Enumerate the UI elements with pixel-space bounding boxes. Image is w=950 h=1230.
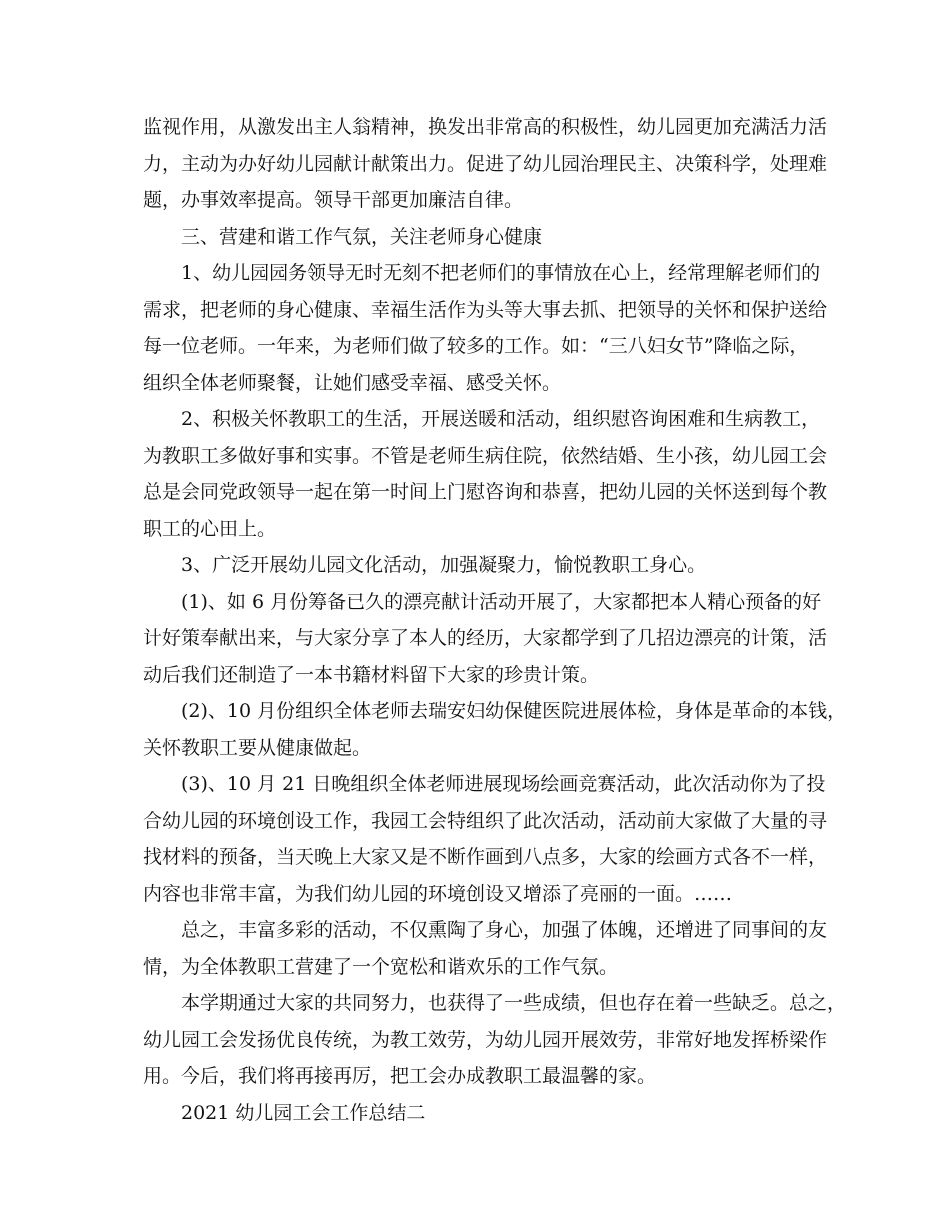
paragraph [143,912,828,985]
paragraph [143,985,847,1095]
text-line: 为教职工多做好事和实事。不管是老师生病住院，依然结婚、生小孩，幼儿园工会 [143,444,828,467]
paragraph [143,766,828,912]
paragraph [143,109,828,219]
paragraph [143,584,828,694]
text-line: 关怀教职工要从健康做起。 [143,736,372,759]
text-line: 动后我们还制造了一本书籍材料留下大家的珍贵计策。 [143,663,600,686]
paragraph [143,255,828,401]
text-line: 2、积极关怀教职工的生活，开展送暖和活动，组织慰咨询困难和生病教工， [181,408,821,430]
text-line: 三、营建和谐工作气氛，关注老师身心健康 [181,225,543,248]
text-line: 内容也非常丰富，为我们幼儿园的环境创设又增添了亮丽的一面。…… [143,882,733,905]
text-line: (3)、10 月 21 日晚组织全体老师进展现场绘画竞赛活动，此次活动你为了投 [181,773,826,795]
text-line: 题，办事效率提高。领导干部更加廉洁自律。 [143,189,524,211]
paragraph [143,401,828,547]
text-line: 3、广泛开展幼儿园文化活动，加强凝聚力，愉悦教职工身心。 [181,554,707,576]
text-line: 本学期通过大家的共同努力，也获得了一些成绩，但也存在着一些缺乏。总之， [181,992,847,1014]
text-line: 1、幼儿园园务领导无时无刻不把老师们的事情放在心上，经常理解老师们的 [181,262,821,284]
text-line: 总是会同党政领导一起在第一时间上门慰咨询和恭喜，把幼儿园的关怀送到每个教 [143,481,828,503]
text-line: (1)、如 6 月份筹备已久的漂亮献计活动开展了，大家都把本人精心预备的好 [181,590,822,613]
text-line: 计好策奉献出来，与大家分享了本人的经历，大家都学到了几招边漂亮的计策，活 [143,627,828,649]
text-line: 2021 幼儿园工会工作总结二 [181,1101,426,1124]
text-line: 合幼儿园的环境创设工作，我园工会特组织了此次活动，活动前大家做了大量的寻 [143,809,828,832]
text-line: 找材料的预备，当天晚上大家又是不断作画到八点多，大家的绘画方式各不一样， [143,846,828,868]
text-line: 用。今后，我们将再接再厉，把工会办成教职工最温馨的家。 [143,1065,657,1087]
text-line: 职工的心田上。 [143,517,277,540]
paragraph [143,1095,823,1132]
paragraph [143,219,823,256]
document-body [143,109,847,1131]
paragraph [143,693,847,766]
text-line: 需求，把老师的身心健康、幸福生活作为头等大事去抓、把领导的关怀和保护送给 [143,298,828,321]
text-line: 力，主动为办好幼儿园献计献策出力。促进了幼儿园治理民主、决策科学，处理难 [143,152,828,175]
text-line: (2)、10 月份组织全体老师去瑞安妇幼保健医院进展体检，身体是革命的本钱， [181,700,847,722]
text-line: 幼儿园工会发扬优良传统，为教工效劳，为幼儿园开展效劳，非常好地发挥桥梁作 [143,1028,828,1051]
text-line: 组织全体老师聚餐，让她们感受幸福、感受关怀。 [143,371,562,394]
paragraph [143,547,823,584]
text-line: 总之，丰富多彩的活动，不仅熏陶了身心，加强了体魄，还增进了同事间的友 [181,919,828,941]
text-line: 情，为全体教职工营建了一个宽松和谐欢乐的工作气氛。 [143,955,619,978]
text-line: 每一位老师。一年来，为老师们做了较多的工作。如：“三八妇女节”降临之际， [143,335,809,357]
text-line: 监视作用，从激发出主人翁精神，换发出非常高的积极性，幼儿园更加充满活力活 [143,116,828,138]
